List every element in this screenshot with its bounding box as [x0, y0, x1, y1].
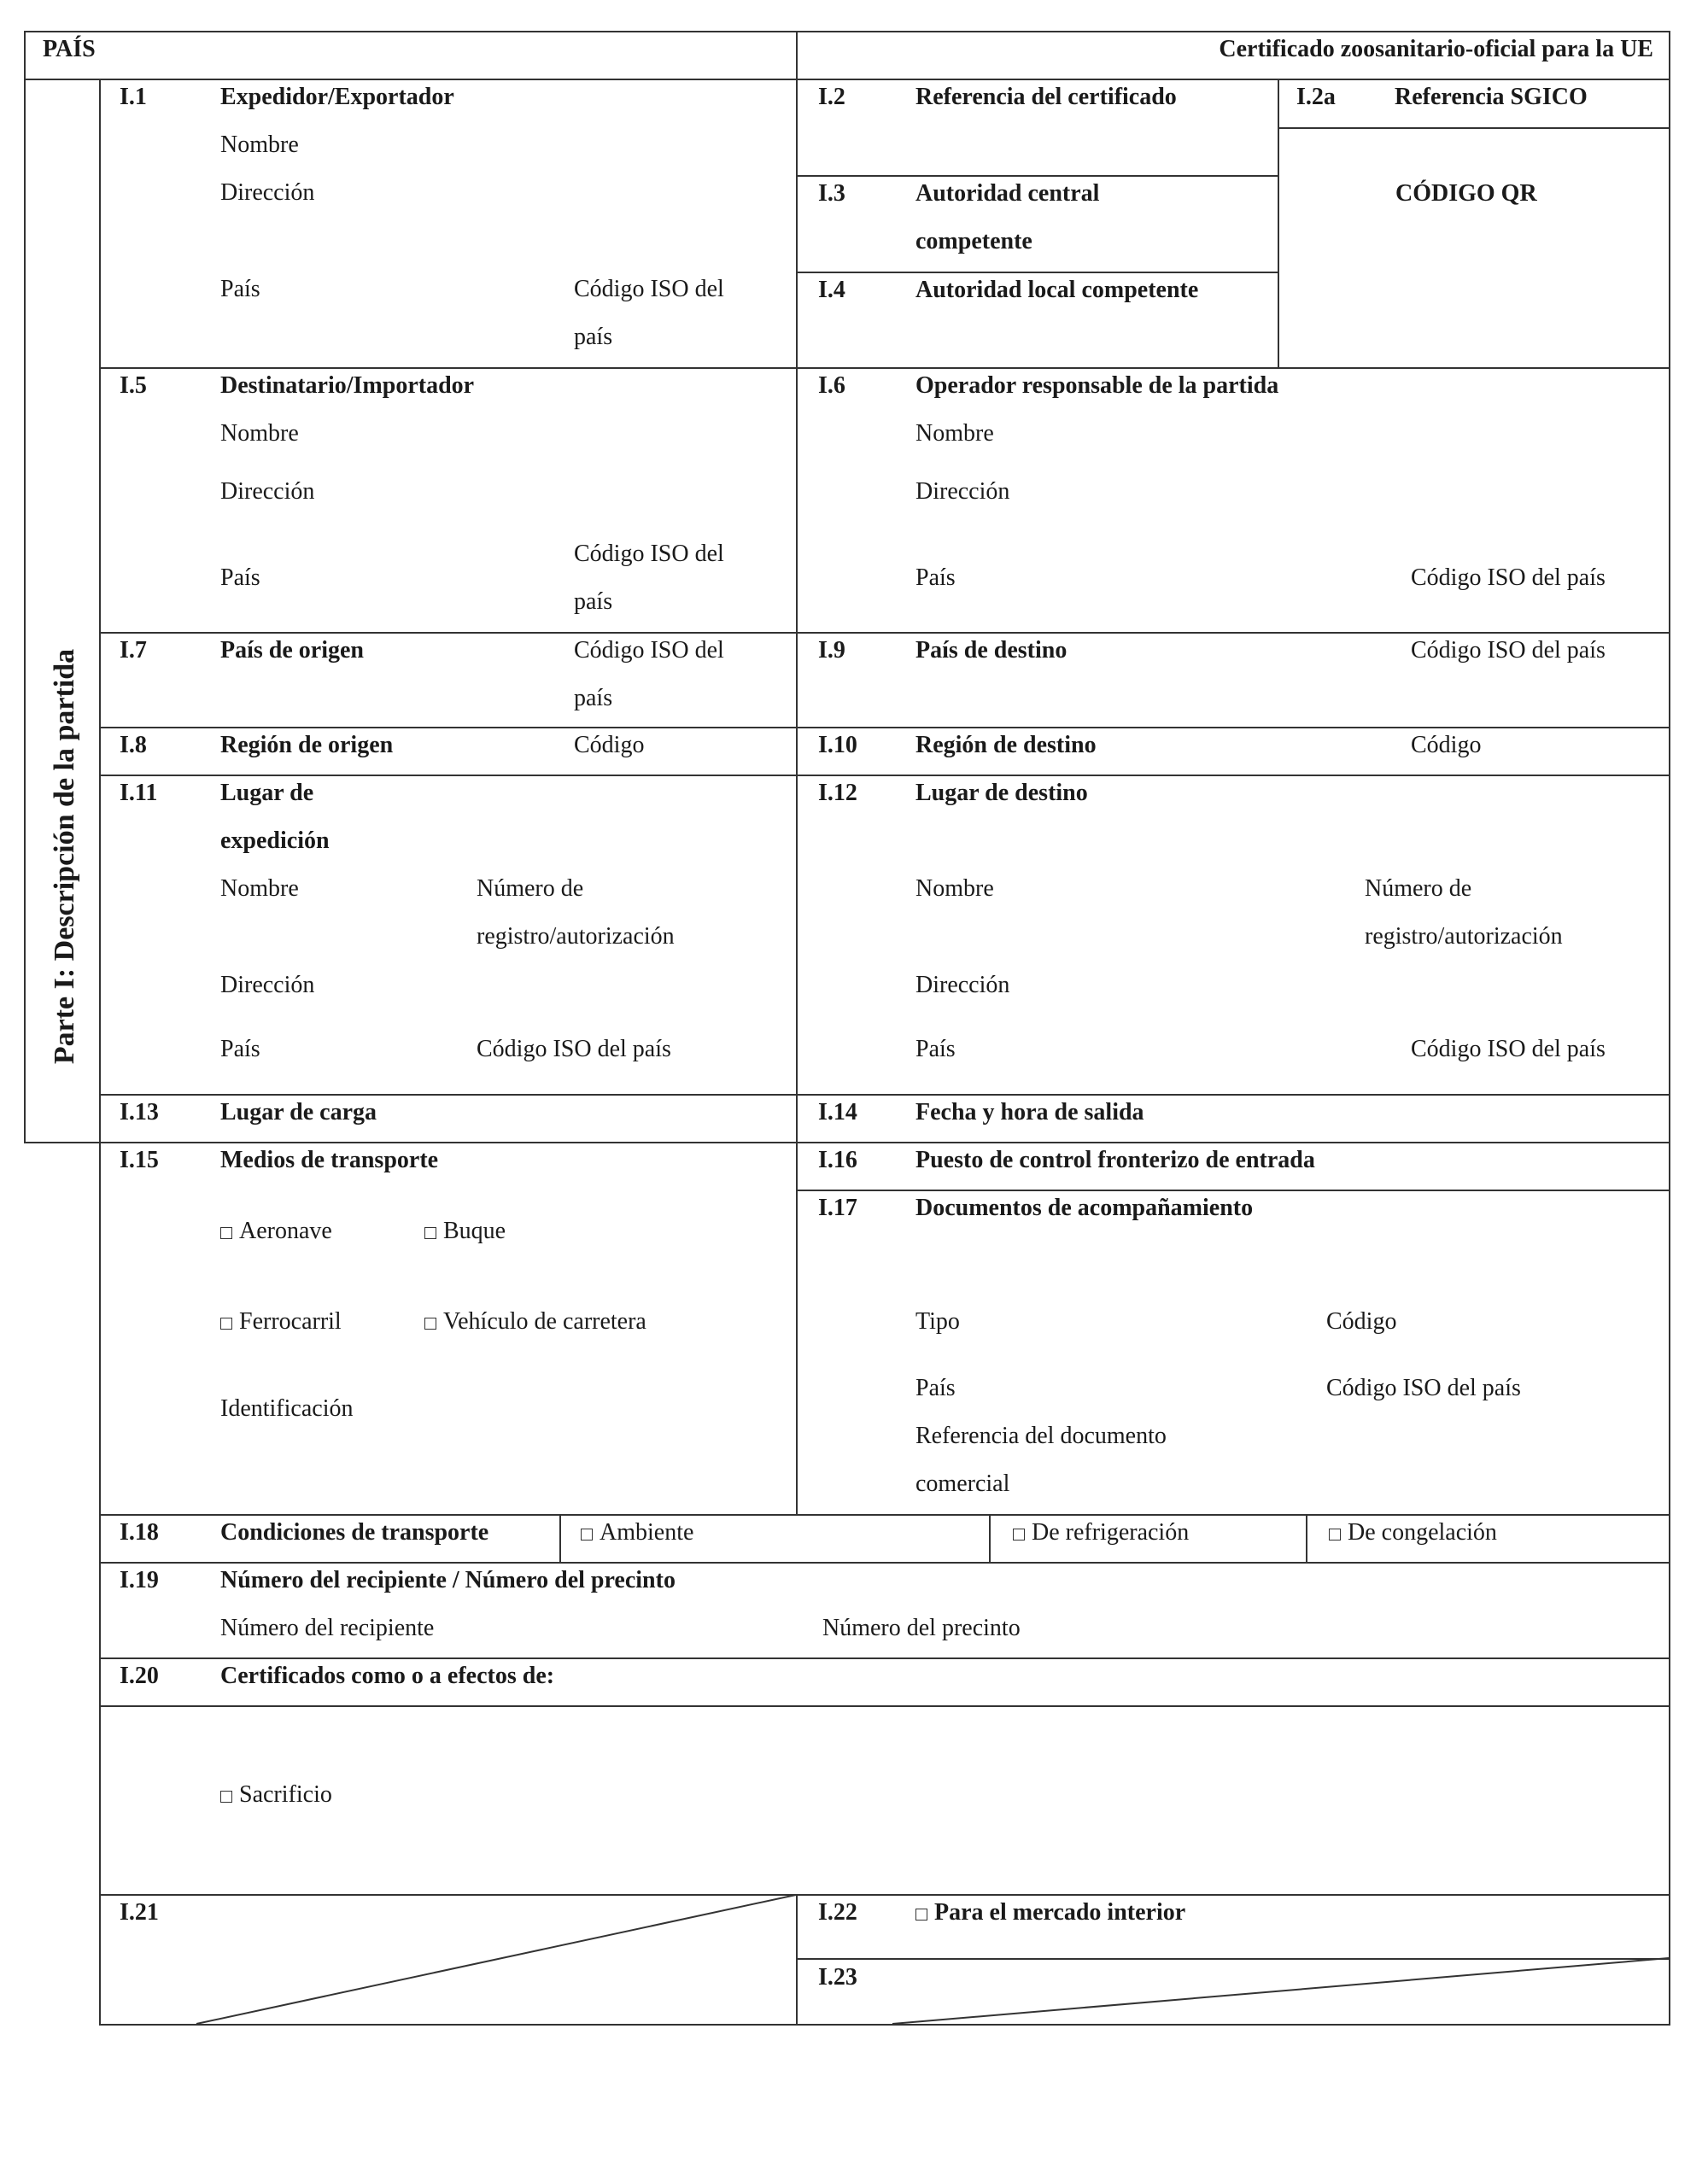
box-title: Referencia SGICO	[1395, 84, 1588, 110]
field-label: País	[915, 1036, 956, 1062]
box-number: I.21	[120, 1899, 159, 1926]
field-label: Referencia del documento	[915, 1423, 1167, 1449]
field-label: registro/autorización	[477, 923, 675, 950]
checkbox-label: Vehículo de carretera	[443, 1308, 646, 1335]
box-number: I.23	[818, 1964, 857, 1991]
box-title: Fecha y hora de salida	[915, 1099, 1144, 1125]
field-label: Código ISO del	[574, 541, 724, 567]
checkbox-icon	[220, 1227, 232, 1239]
checkbox-label: Sacrificio	[239, 1781, 332, 1808]
box-number: I.1	[120, 84, 147, 110]
field-label: País	[220, 564, 260, 591]
checkbox-aircraft[interactable]	[220, 1207, 332, 1255]
box-number: I.15	[120, 1147, 159, 1173]
box-title: Certificados como o a efectos de:	[220, 1663, 555, 1689]
box-title: Región de destino	[915, 732, 1097, 758]
field-label: comercial	[915, 1470, 1010, 1497]
field-label: Nombre	[220, 132, 299, 158]
checkbox-icon	[220, 1318, 232, 1330]
checkbox-icon	[424, 1227, 436, 1239]
field-label: país	[574, 685, 613, 711]
checkbox-label: Ambiente	[600, 1519, 694, 1546]
field-label: País	[220, 1036, 260, 1062]
box-title: Lugar de carga	[220, 1099, 377, 1125]
box-number: I.3	[818, 180, 845, 207]
field-label: Código	[574, 732, 645, 758]
box-title: País de destino	[915, 637, 1068, 664]
field-label: Dirección	[220, 179, 315, 206]
field-label: Tipo	[915, 1308, 960, 1335]
checkbox-rail[interactable]	[220, 1298, 342, 1346]
box-number: I.8	[120, 732, 147, 758]
box-number: I.16	[818, 1147, 857, 1173]
box-number: I.12	[818, 780, 857, 806]
box-title: Referencia del certificado	[915, 84, 1177, 110]
box-title: Condiciones de transporte	[220, 1519, 489, 1546]
field-label: Dirección	[915, 972, 1010, 998]
checkbox-internal-market[interactable]	[915, 1889, 1185, 1937]
field-label: registro/autorización	[1365, 923, 1563, 950]
country-header: PAÍS	[43, 36, 96, 62]
box-number: I.7	[120, 637, 147, 664]
box-title: competente	[915, 228, 1032, 254]
field-label: Número del precinto	[822, 1615, 1021, 1641]
box-number: I.5	[120, 372, 147, 399]
box-title: Lugar de destino	[915, 780, 1088, 806]
field-label: Código ISO del país	[1411, 1036, 1606, 1062]
checkbox-label: Buque	[443, 1218, 506, 1244]
box-title: Operador responsable de la partida	[915, 372, 1279, 399]
field-label: Código	[1326, 1308, 1397, 1335]
field-label: País	[915, 1375, 956, 1401]
box-number: I.9	[818, 637, 845, 664]
box-number: I.11	[120, 780, 158, 806]
box-number: I.2a	[1296, 84, 1336, 110]
checkbox-icon	[915, 1909, 927, 1921]
field-label: Código ISO del país	[477, 1036, 671, 1062]
checkbox-label: Aeronave	[239, 1218, 332, 1244]
checkbox-slaughter[interactable]	[220, 1771, 332, 1819]
box-number: I.2	[818, 84, 845, 110]
box-title: País de origen	[220, 637, 364, 664]
box-number: I.18	[120, 1519, 159, 1546]
field-label: Código ISO del país	[1326, 1375, 1521, 1401]
field-label: Código ISO del	[574, 276, 724, 302]
checkbox-ambient[interactable]	[581, 1509, 693, 1557]
field-label: Número de	[477, 875, 584, 902]
field-label: País	[220, 276, 260, 302]
box-number: I.17	[818, 1195, 857, 1221]
checkbox-road-vehicle[interactable]	[424, 1298, 646, 1346]
field-label: Nombre	[220, 875, 299, 902]
checkbox-chilled[interactable]	[1013, 1509, 1189, 1557]
box-number: I.10	[818, 732, 857, 758]
box-title: Documentos de acompañamiento	[915, 1195, 1254, 1221]
box-title: Región de origen	[220, 732, 394, 758]
field-label: Número de	[1365, 875, 1472, 902]
checkbox-icon	[424, 1318, 436, 1330]
checkbox-icon	[1329, 1529, 1341, 1541]
checkbox-icon	[581, 1529, 593, 1541]
field-label: Dirección	[220, 478, 315, 505]
box-number: I.19	[120, 1567, 159, 1593]
box-number: I.20	[120, 1663, 159, 1689]
field-label: Nombre	[915, 420, 994, 447]
box-title: Número del recipiente / Número del precinto	[220, 1567, 676, 1593]
field-label: Código ISO del país	[1411, 637, 1606, 664]
box-title: Medios de transporte	[220, 1147, 439, 1173]
field-label: país	[574, 324, 613, 350]
box-number: I.6	[818, 372, 845, 399]
box-title: Expedidor/Exportador	[220, 84, 454, 110]
box-title: Puesto de control fronterizo de entrada	[915, 1147, 1315, 1173]
checkbox-frozen[interactable]	[1329, 1509, 1497, 1557]
checkbox-label: De refrigeración	[1032, 1519, 1190, 1546]
field-label: Nombre	[915, 875, 994, 902]
field-label: Código ISO del país	[1411, 564, 1606, 591]
box-title: Autoridad central	[915, 180, 1100, 207]
checkbox-label: De congelación	[1348, 1519, 1497, 1546]
box-number: I.22	[818, 1899, 857, 1926]
field-label: Código ISO del	[574, 637, 724, 664]
box-title: Autoridad local competente	[915, 277, 1199, 303]
field-label: Identificación	[220, 1395, 354, 1422]
box-title: Destinatario/Importador	[220, 372, 475, 399]
certificate-title: Certificado zoosanitario-oficial para la UE	[1219, 36, 1653, 62]
checkbox-label: Para el mercado interior	[934, 1899, 1186, 1926]
field-label: Dirección	[220, 972, 315, 998]
field-label: Dirección	[915, 478, 1010, 505]
checkbox-label: Ferrocarril	[239, 1308, 342, 1335]
checkbox-icon	[220, 1791, 232, 1803]
box-title: expedición	[220, 827, 330, 854]
box-number: I.4	[818, 277, 845, 303]
checkbox-ship[interactable]	[424, 1207, 506, 1255]
field-label: Código	[1411, 732, 1482, 758]
field-label: país	[574, 588, 613, 615]
part-one-side-label: Parte I: Descripción de la partida	[49, 648, 80, 1065]
field-label: Nombre	[220, 420, 299, 447]
box-number: I.14	[818, 1099, 857, 1125]
checkbox-icon	[1013, 1529, 1025, 1541]
box-title: Lugar de	[220, 780, 314, 806]
qr-code-placeholder: CÓDIGO QR	[1395, 180, 1537, 207]
field-label: Número del recipiente	[220, 1615, 435, 1641]
box-number: I.13	[120, 1099, 159, 1125]
field-label: País	[915, 564, 956, 591]
